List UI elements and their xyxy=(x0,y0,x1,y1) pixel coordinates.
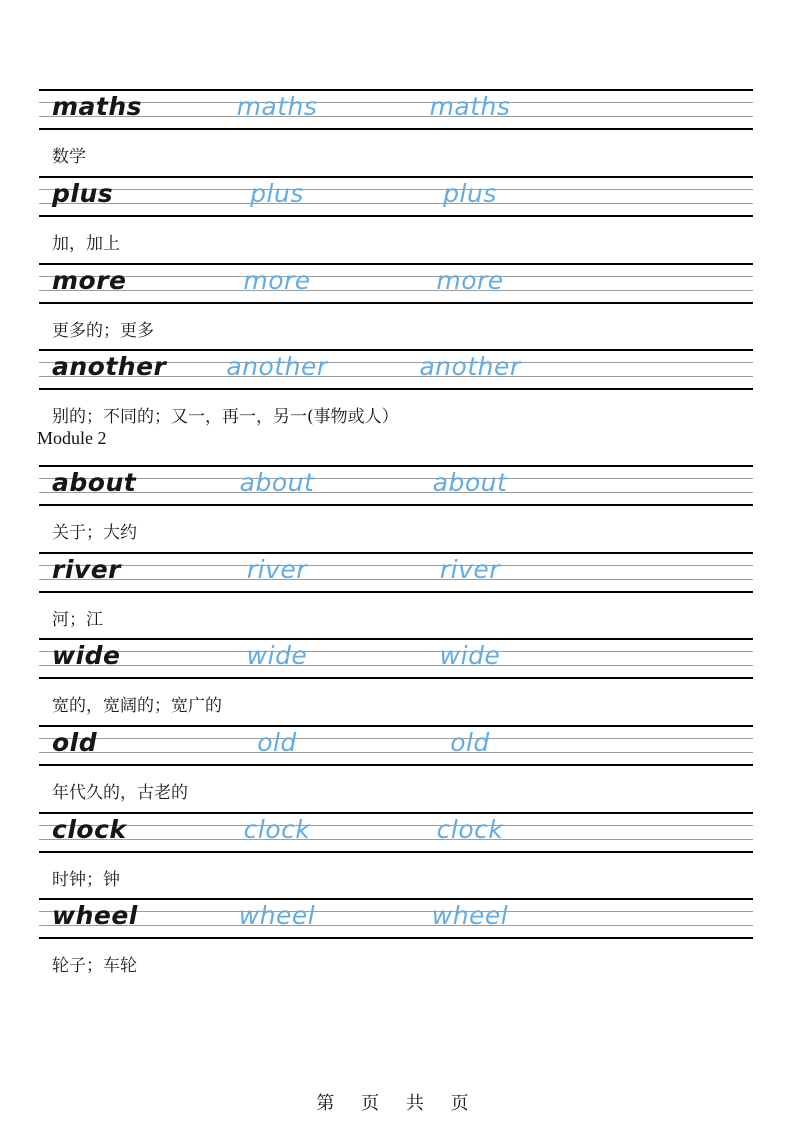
word-row xyxy=(39,638,753,679)
word-trace-2: clock xyxy=(436,815,504,844)
word-black: about xyxy=(52,468,137,497)
word-row xyxy=(39,263,753,304)
word-trace-1: wide xyxy=(246,641,308,670)
translation: 轮子；车轮 xyxy=(52,956,137,976)
ruled-line-top xyxy=(39,725,753,727)
ruled-line-bottom xyxy=(39,937,753,939)
word-row xyxy=(39,552,753,593)
ruled-line-top xyxy=(39,638,753,640)
word-row xyxy=(39,349,753,390)
ruled-line-bottom xyxy=(39,504,753,506)
word-row xyxy=(39,898,753,939)
word-trace-1: wheel xyxy=(238,901,316,930)
word-black: old xyxy=(52,728,98,757)
translation: 时钟；钟 xyxy=(52,870,120,890)
ruled-line-bottom xyxy=(39,677,753,679)
word-trace-1: more xyxy=(243,266,311,295)
ruled-line-top xyxy=(39,898,753,900)
ruled-line-top xyxy=(39,176,753,178)
word-row xyxy=(39,725,753,766)
translation: 更多的；更多 xyxy=(52,321,154,341)
translation: 年代久的，古老的 xyxy=(52,783,188,803)
ruled-line-bottom xyxy=(39,764,753,766)
ruled-line-top xyxy=(39,465,753,467)
word-row xyxy=(39,812,753,853)
ruled-line-top xyxy=(39,552,753,554)
ruled-line-bottom xyxy=(39,851,753,853)
translation: 别的；不同的；又一，再一，另一(事物或人） xyxy=(52,407,399,427)
word-row xyxy=(39,465,753,506)
word-black: plus xyxy=(52,179,114,208)
ruled-line-bottom xyxy=(39,591,753,593)
word-trace-2: wide xyxy=(439,641,501,670)
word-trace-1: plus xyxy=(250,179,304,208)
word-trace-2: river xyxy=(439,555,501,584)
page-footer: 第 页 共 页 xyxy=(316,1093,477,1114)
word-trace-2: about xyxy=(432,468,508,497)
translation: 加，加上 xyxy=(52,234,120,254)
ruled-line-bottom xyxy=(39,302,753,304)
word-trace-1: clock xyxy=(243,815,311,844)
word-black: wide xyxy=(52,641,121,670)
translation: 宽的，宽阔的；宽广的 xyxy=(52,696,222,716)
word-black: another xyxy=(52,352,167,381)
word-row xyxy=(39,89,753,130)
word-trace-2: wheel xyxy=(431,901,509,930)
word-trace-1: old xyxy=(257,728,297,757)
word-trace-2: maths xyxy=(429,92,511,121)
word-trace-2: another xyxy=(419,352,521,381)
word-black: maths xyxy=(52,92,143,121)
ruled-line-bottom xyxy=(39,215,753,217)
word-black: river xyxy=(52,555,121,584)
word-trace-2: more xyxy=(436,266,504,295)
translation: 关于；大约 xyxy=(52,523,137,543)
word-trace-1: about xyxy=(239,468,315,497)
module-heading: Module 2 xyxy=(37,428,107,448)
word-trace-2: plus xyxy=(443,179,497,208)
word-black: clock xyxy=(52,815,127,844)
ruled-line-top xyxy=(39,263,753,265)
word-trace-1: river xyxy=(246,555,308,584)
ruled-line-top xyxy=(39,349,753,351)
word-trace-1: maths xyxy=(236,92,318,121)
ruled-line-bottom xyxy=(39,388,753,390)
word-black: more xyxy=(52,266,127,295)
translation: 河；江 xyxy=(52,610,103,630)
word-row xyxy=(39,176,753,217)
ruled-line-top xyxy=(39,89,753,91)
ruled-line-bottom xyxy=(39,128,753,130)
word-trace-2: old xyxy=(450,728,490,757)
ruled-line-top xyxy=(39,812,753,814)
word-black: wheel xyxy=(52,901,138,930)
translation: 数学 xyxy=(52,147,86,167)
word-trace-1: another xyxy=(226,352,328,381)
